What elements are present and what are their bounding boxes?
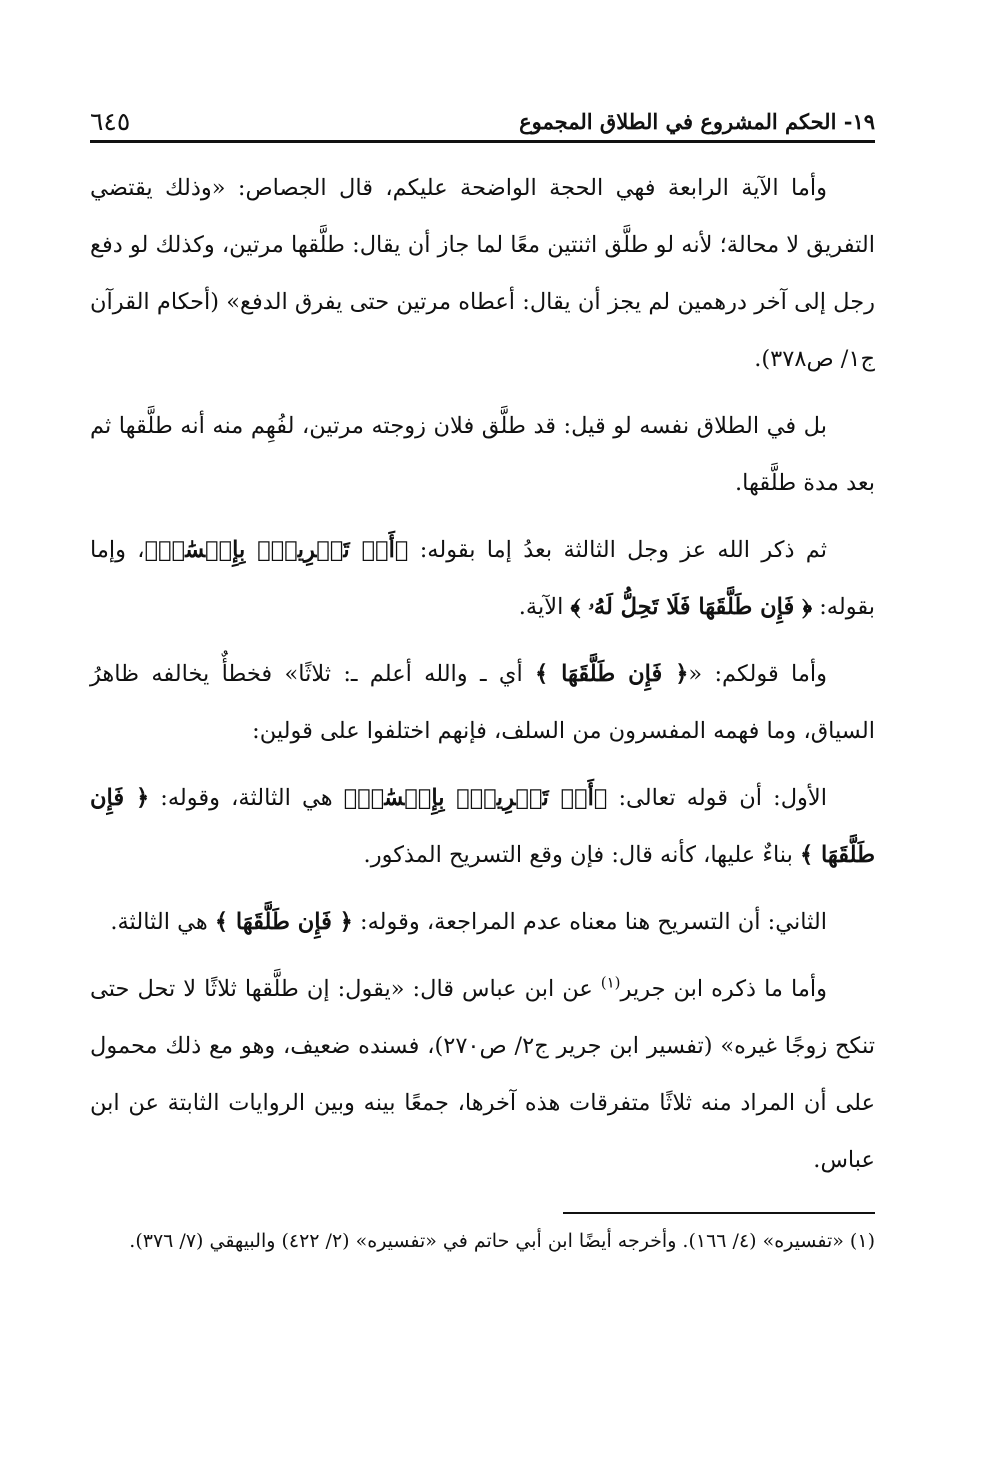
paragraph-2: بل في الطلاق نفسه لو قيل: قد طلَّق فلان زوجته مرتين، لفُهِم منه أنه طلَّقها ثم بعد مدة طلَّقها. [90,413,875,496]
footnote-separator [563,1212,875,1214]
quran-quote: ﴿ فَإِن طَلَّقَهَا ﴾ [535,661,689,687]
paragraph-4: وأما قولكم: «﴿ فَإِن طَلَّقَهَا ﴾ أي ـ والله أعلم ـ: ثلاثًا» فخطأٌ يخالفه ظاهرُ السياق، وما فهمه المفسرون من السلف، فإنهم اختلفوا على قولين: [90,661,875,744]
page-number: ٦٤٥ [90,107,131,136]
paragraph-7: وأما ما ذكره ابن جرير$^{(١)}$ عن ابن عباس قال: «يقول: إن طلَّقها ثلاثًا لا تحل حتى تنكح زوجًا غيره» (تفسير ابن جرير ج٢/ ص٢٧٠)، فسنده ضعيف، وهو مع ذلك محمول على أن المراد منه ثلاثًا متفرقات هذه آخرها، جمعًا بينه وبين الروايات الثابتة عن ابن عباس. [90,973,876,1173]
paragraph-3: ثم ذكر الله عز وجل الثالثة بعدُ إما بقوله: ﴿أَوۡ تَسۡرِيحُۢ بِإِحۡسَٰنٖ﴾، وإما بقوله: ﴿ فَإِن طَلَّقَهَا فَلَا تَحِلُّ لَهُۥ ﴾ الآية. [90,537,875,620]
book-page [90,90,875,1390]
footnotes [90,1222,875,1260]
main-text [90,160,875,1199]
quran-quote: ﴿أَوۡ تَسۡرِيحُۢ بِإِحۡسَٰنٖ﴾ [144,537,409,563]
quran-quote: ﴿ فَإِن طَلَّقَهَا ﴾ [214,909,353,935]
running-title: ١٩- الحكم المشروع في الطلاق المجموع [519,109,875,134]
paragraph-1: وأما الآية الرابعة فهي الحجة الواضحة عليكم، قال الجصاص: «وذلك يقتضي التفريق لا محالة؛ لأنه لو طلَّق اثنتين معًا لما جاز أن يقال: طلَّقها مرتين، وكذلك لو دفع رجل إلى آخر درهمين لم يجز أن يقال: أعطاه مرتين حتى يفرق الدفع» (أحكام القرآن ج١/ ص٣٧٨). [90,175,875,372]
quran-quote: ﴿أَوۡ تَسۡرِيحُۢ بِإِحۡسَٰنٖ﴾ [343,785,608,811]
paragraph-6: الثاني: أن التسريح هنا معناه عدم المراجعة، وقوله: ﴿ فَإِن طَلَّقَهَا ﴾ هي الثالثة. [110,909,827,935]
quran-quote: ﴿ فَإِن طَلَّقَهَا فَلَا تَحِلُّ لَهُۥ ﴾ [570,594,813,620]
quran-quote: ﴿ فَإِن طَلَّقَهَا ﴾ [90,785,875,868]
footnote-reference: (١) [600,973,621,992]
footnote-1: (١) «تفسيره» (٤/ ١٦٦). وأخرجه أيضًا ابن أبي حاتم في «تفسيره» (٢/ ٤٢٢) والبيهقي (٧/ ٣٧٦). [129,1230,875,1252]
paragraph-5: الأول: أن قوله تعالى: ﴿أَوۡ تَسۡرِيحُۢ بِإِحۡسَٰنٖ﴾ هي الثالثة، وقوله: ﴿ فَإِن طَلَّقَهَا ﴾ بناءٌ عليها، كأنه قال: فإن وقع التسريح المذكور. [90,785,875,868]
page-header [90,98,875,143]
